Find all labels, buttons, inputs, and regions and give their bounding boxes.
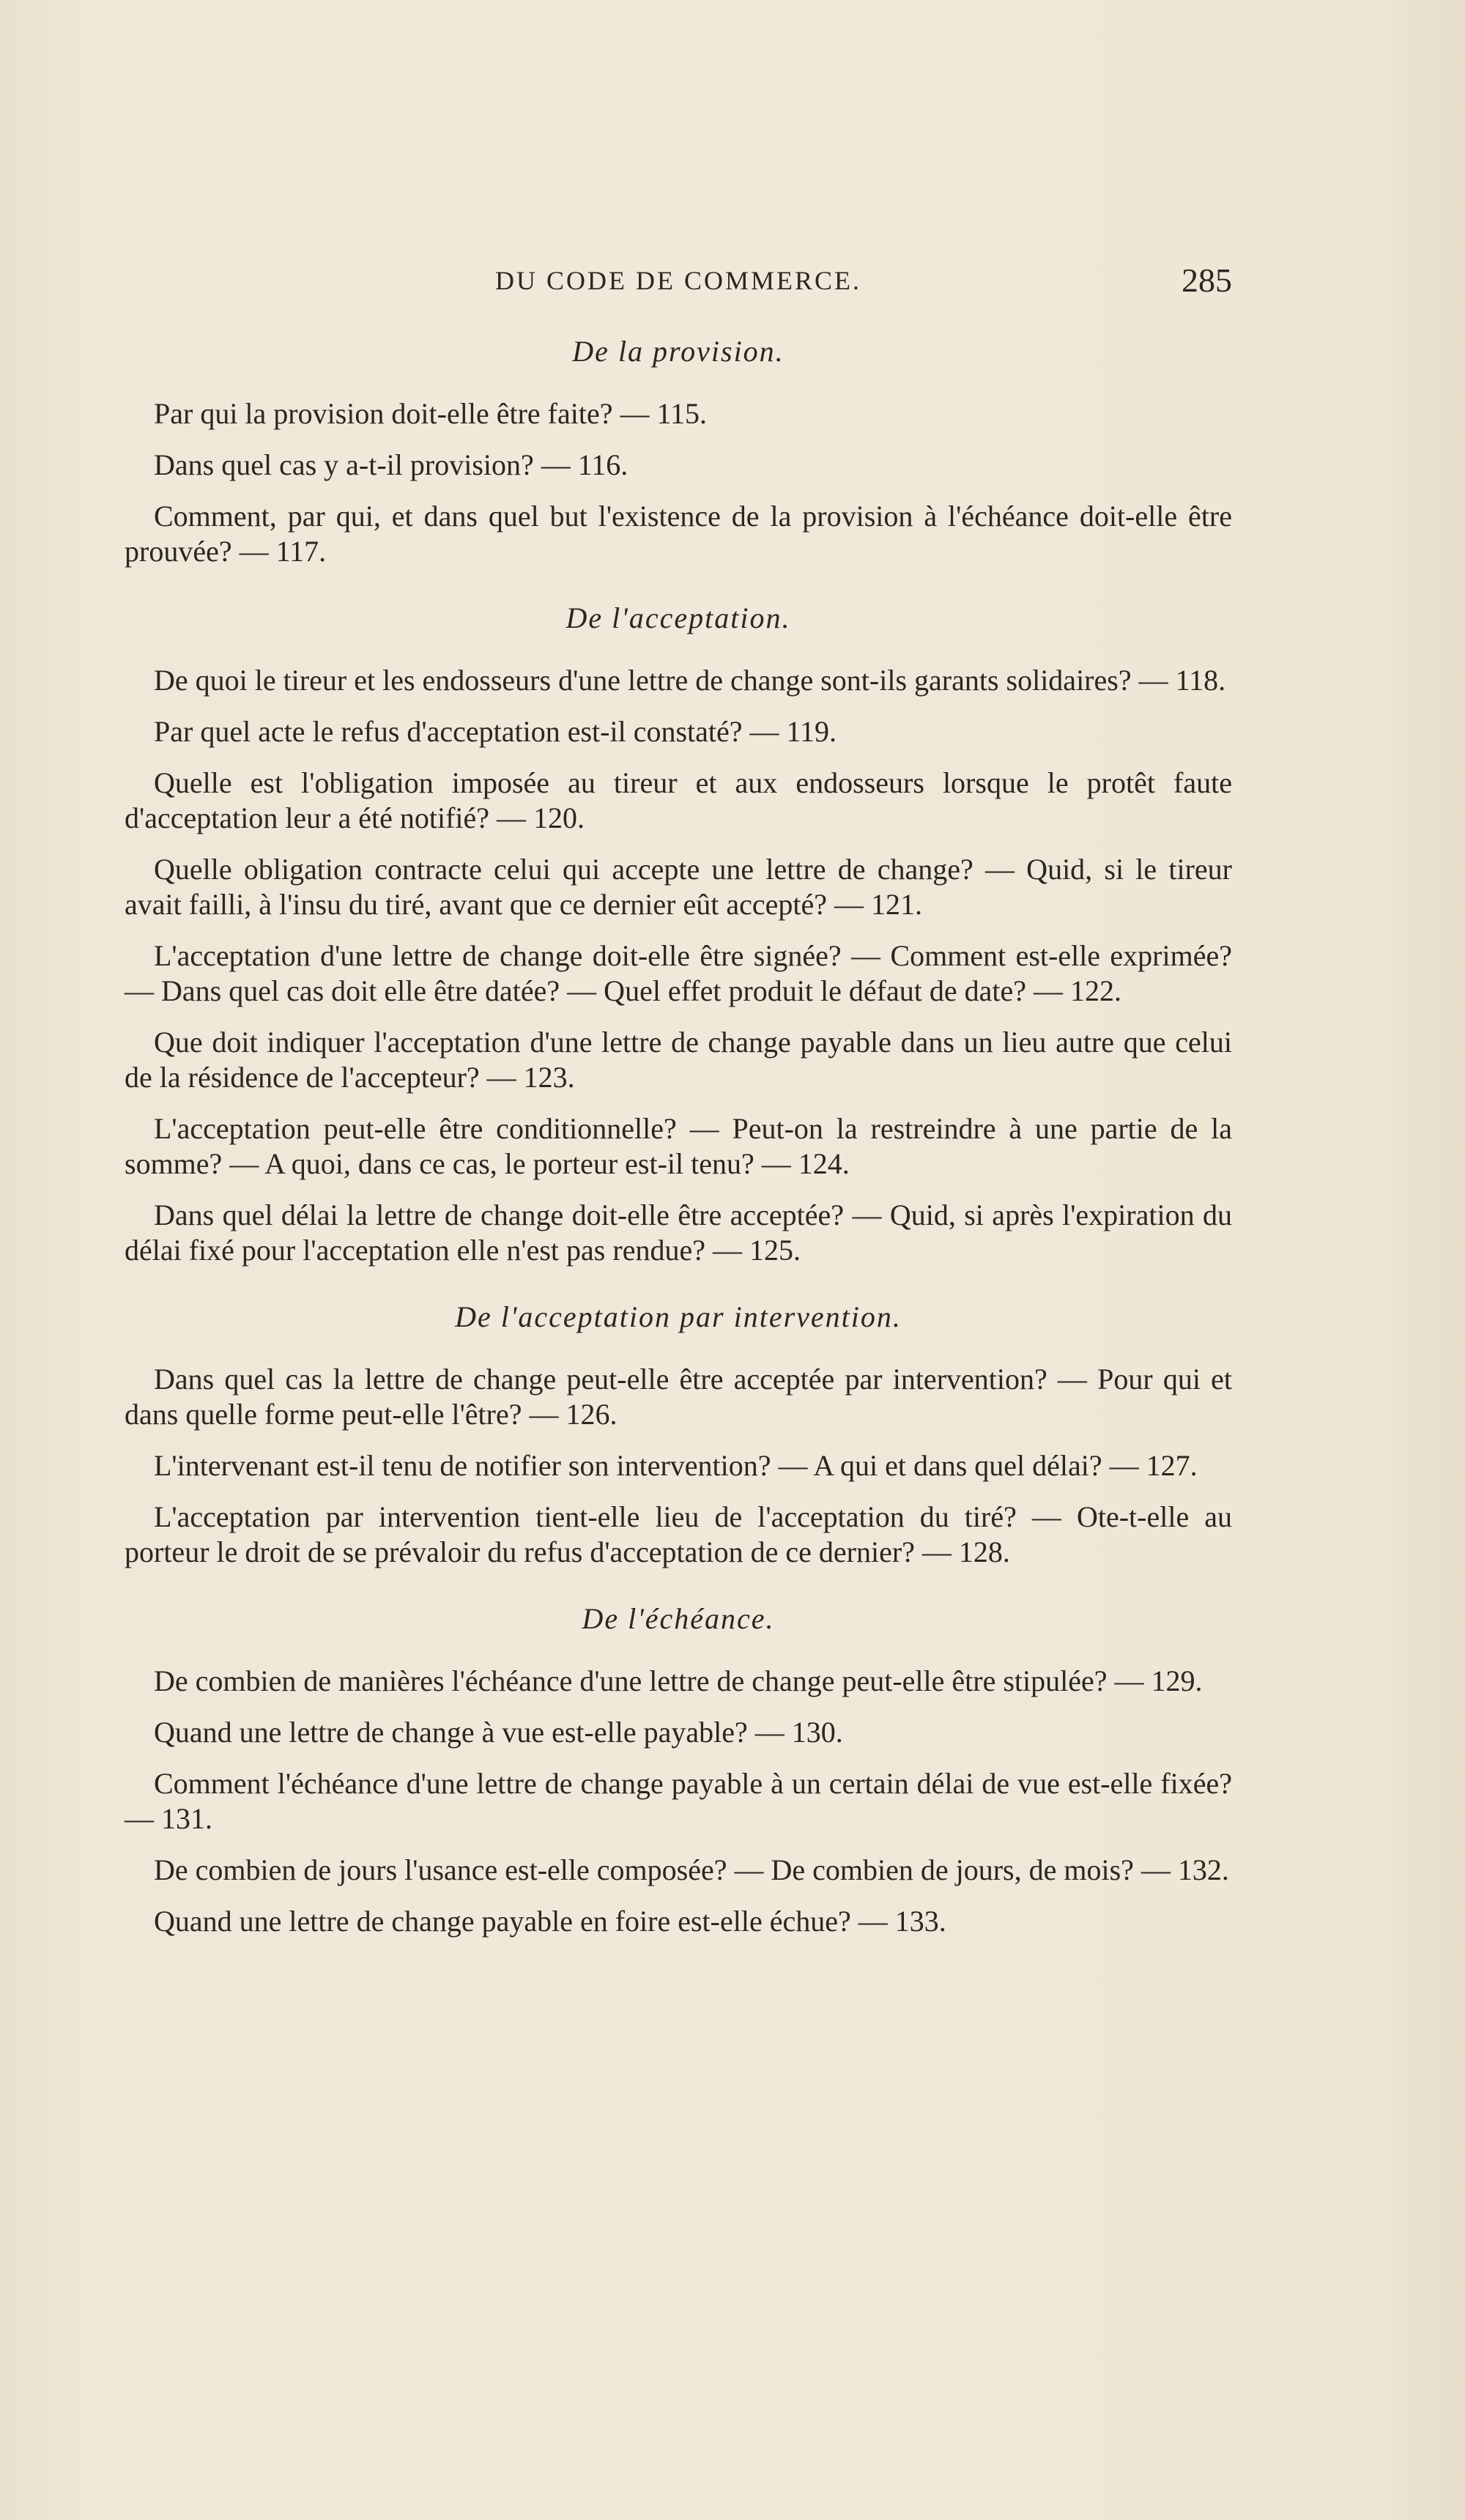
question-paragraph: Par qui la provision doit-elle être faite? — 115. <box>154 397 707 430</box>
question-paragraph: Quelle obligation contracte celui qui accepte une lettre de change? — Quid, si le tireur avait failli, à l'insu du tiré, avant que ce dernier eût accepté? — 121. <box>125 853 1232 921</box>
running-title: DU CODE DE COMMERCE. <box>494 266 861 295</box>
page-number: 285 <box>1182 262 1232 299</box>
section-title-acceptation: De l'acceptation. <box>565 601 791 634</box>
question-paragraph: Quand une lettre de change payable en foire est-elle échue? — 133. <box>154 1905 946 1938</box>
question-paragraph: L'acceptation d'une lettre de change doit-elle être signée? — Comment est-elle exprimée? — Dans quel cas doit elle être datée? — Quel effet produit le défaut de date? — 122. <box>125 939 1232 1007</box>
question-paragraph: Comment l'échéance d'une lettre de change payable à un certain délai de vue est-elle fixée? — 131. <box>125 1767 1232 1835</box>
question-paragraph: L'intervenant est-il tenu de notifier son intervention? — A qui et dans quel délai? — 127. <box>154 1449 1198 1482</box>
page-content <box>125 333 1232 1955</box>
question-paragraph: De combien de jours l'usance est-elle composée? — De combien de jours, de mois? — 132. <box>154 1853 1229 1886</box>
section-title-provision: De la provision. <box>572 335 785 368</box>
question-paragraph: Comment, par qui, et dans quel but l'existence de la provision à l'échéance doit-elle être prouvée? — 117. <box>125 500 1232 568</box>
question-paragraph: De quoi le tireur et les endosseurs d'une lettre de change sont-ils garants solidaires? — 118. <box>154 664 1226 697</box>
running-head <box>125 262 1232 309</box>
question-paragraph: Quand une lettre de change à vue est-elle payable? — 130. <box>154 1716 843 1749</box>
question-paragraph: L'acceptation peut-elle être conditionnelle? — Peut-on la restreindre à une partie de la somme? — A quoi, dans ce cas, le porteur est-il tenu? — 124. <box>125 1112 1232 1180</box>
question-paragraph: De combien de manières l'échéance d'une lettre de change peut-elle être stipulée? — 129. <box>154 1664 1203 1697</box>
question-paragraph: Que doit indiquer l'acceptation d'une lettre de change payable dans un lieu autre que celui de la résidence de l'accepteur? — 123. <box>125 1026 1232 1094</box>
question-paragraph: Dans quel délai la lettre de change doit-elle être acceptée? — Quid, si après l'expiration du délai fixé pour l'acceptation elle n'est pas rendue? — 125. <box>125 1198 1232 1267</box>
question-paragraph: Quelle est l'obligation imposée au tireur et aux endosseurs lorsque le protêt faute d'acceptation leur a été notifié? — 120. <box>125 766 1232 834</box>
question-paragraph: Dans quel cas y a-t-il provision? — 116. <box>154 448 628 481</box>
section-title-acceptation-par-intervention: De l'acceptation par intervention. <box>455 1300 902 1333</box>
question-paragraph: Dans quel cas la lettre de change peut-elle être acceptée par intervention? — Pour qui et dans quelle forme peut-elle l'être? — 126. <box>125 1363 1232 1431</box>
section-title-echeance: De l'échéance. <box>582 1602 775 1635</box>
question-paragraph: L'acceptation par intervention tient-elle lieu de l'acceptation du tiré? — Ote-t-elle au porteur le droit de se prévaloir du refus d'acceptation de ce dernier? — 128. <box>125 1500 1232 1568</box>
question-paragraph: Par quel acte le refus d'acceptation est-il constaté? — 119. <box>154 715 837 748</box>
